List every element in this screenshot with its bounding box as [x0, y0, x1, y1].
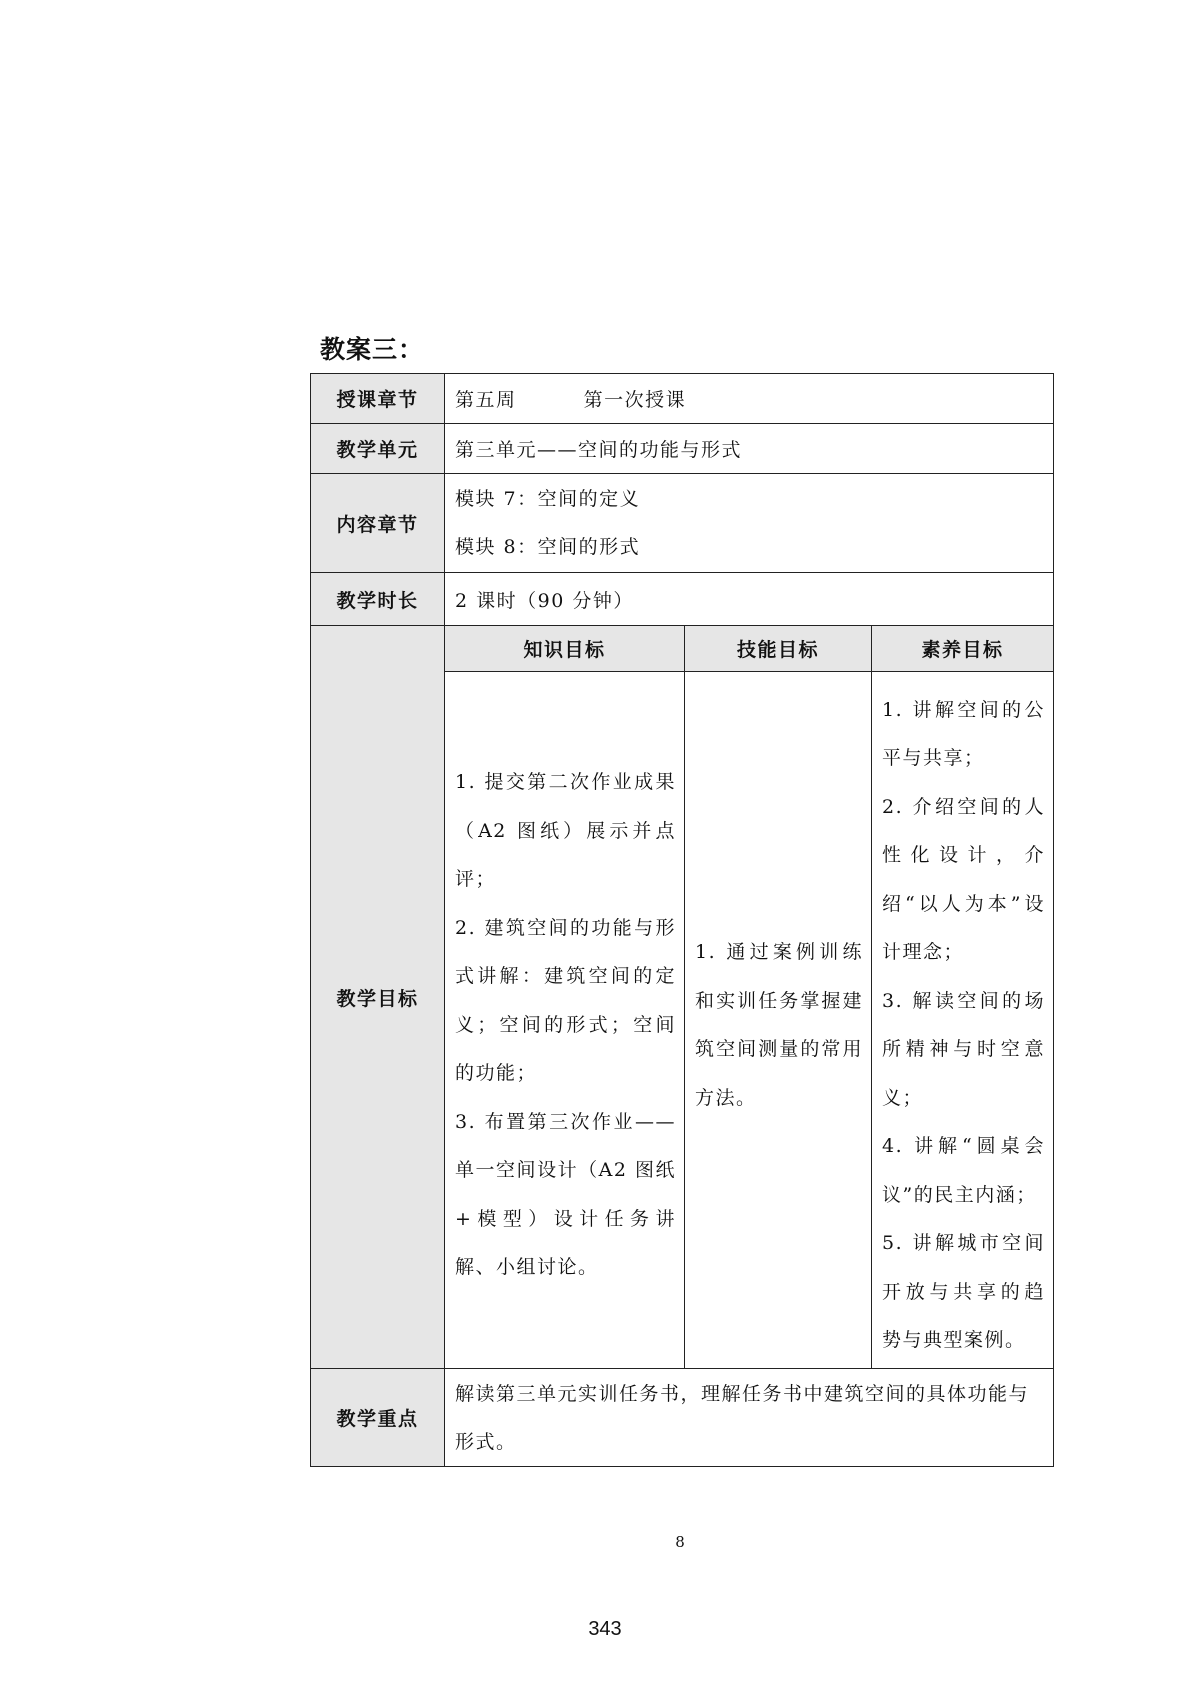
label-content: 内容章节 [311, 474, 445, 573]
label-goals: 教学目标 [311, 626, 445, 1369]
document-page-number: 343 [588, 1618, 622, 1640]
row-goals-header [311, 626, 1054, 672]
label-focus: 教学重点 [311, 1369, 445, 1467]
label-chapter: 授课章节 [311, 374, 445, 424]
value-chapter [445, 374, 1054, 424]
literacy-item: 3. 解读空间的场所精神与时空意义； [882, 989, 1046, 1109]
row-unit [311, 424, 1054, 474]
row-focus [311, 1369, 1054, 1467]
row-duration [311, 573, 1054, 626]
label-duration: 教学时长 [311, 573, 445, 626]
chapter-week: 第五周 [455, 389, 517, 411]
value-duration: 2 课时（90 分钟） [445, 573, 1054, 626]
literacy-item: 2. 介绍空间的人性化设计，介绍“以人为本”设计理念； [882, 795, 1046, 963]
label-unit: 教学单元 [311, 424, 445, 474]
chapter-session: 第一次授课 [583, 389, 687, 411]
value-unit: 第三单元——空间的功能与形式 [445, 424, 1054, 474]
skill-item: 1. 通过案例训练和实训任务掌握建筑空间测量的常用方法。 [695, 941, 863, 1109]
literacy-item: 4. 讲解“圆桌会议”的民主内涵； [882, 1135, 1046, 1206]
knowledge-goals [445, 672, 685, 1369]
knowledge-item: 2. 建筑空间的功能与形式讲解：建筑空间的定义；空间的形式；空间的功能； [455, 916, 676, 1085]
value-content [445, 474, 1054, 573]
footer-page-number: 8 [675, 1533, 685, 1551]
header-knowledge: 知识目标 [445, 626, 685, 672]
header-literacy: 素养目标 [872, 626, 1054, 672]
skill-goals [685, 672, 872, 1369]
row-chapter [311, 374, 1054, 424]
content-line-2: 模块 8：空间的形式 [455, 536, 641, 558]
knowledge-item: 3. 布置第三次作业——单一空间设计（A2 图纸+模型）设计任务讲解、小组讨论。 [455, 1110, 676, 1279]
knowledge-item: 1. 提交第二次作业成果（A2 图纸）展示并点评； [455, 771, 676, 891]
value-focus: 解读第三单元实训任务书，理解任务书中建筑空间的具体功能与形式。 [445, 1369, 1054, 1467]
header-skills: 技能目标 [685, 626, 872, 672]
row-content [311, 474, 1054, 573]
literacy-item: 5. 讲解城市空间开放与共享的趋势与典型案例。 [882, 1232, 1046, 1351]
page-heading: 教案三： [320, 335, 425, 364]
literacy-goals [872, 672, 1054, 1369]
lesson-plan-table [310, 373, 1054, 1467]
content-line-1: 模块 7：空间的定义 [455, 488, 641, 510]
literacy-item: 1. 讲解空间的公平与共享； [882, 698, 1046, 769]
